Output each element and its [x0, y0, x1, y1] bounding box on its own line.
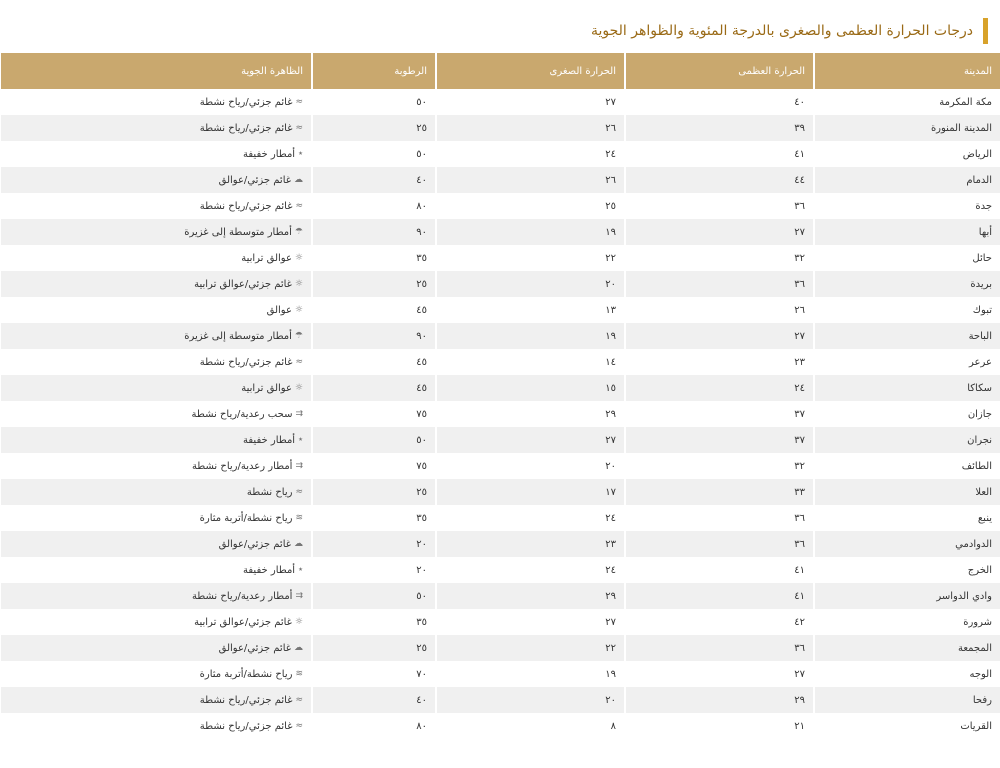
min-temp-cell: ٢٧: [436, 427, 625, 453]
max-temp-cell: ٤٤: [625, 167, 814, 193]
phenomenon-text: غائم جزئي/رياح نشطة: [199, 200, 293, 212]
humidity-cell: ٨٠: [312, 713, 436, 739]
humidity-cell: ٥٠: [312, 89, 436, 115]
table-row: [0, 141, 1000, 167]
max-temp-cell: ٤٠: [625, 89, 814, 115]
phenomenon-text: غائم جزئي/عوالق: [218, 642, 291, 654]
table-row: [0, 505, 1000, 531]
city-cell: سكاكا: [814, 375, 1000, 401]
table-row: [0, 89, 1000, 115]
max-temp-cell: ٣٦: [625, 505, 814, 531]
phenomenon-cell: [0, 297, 312, 323]
table-row: [0, 557, 1000, 583]
table-row: [0, 661, 1000, 687]
city-cell: المدينة المنورة: [814, 115, 1000, 141]
weather-icon: ☼: [294, 305, 303, 316]
city-cell: الدوادمي: [814, 531, 1000, 557]
phenomenon-cell: [0, 89, 312, 115]
city-cell: العلا: [814, 479, 1000, 505]
phenomenon-content: [267, 305, 303, 316]
weather-icon: ≈: [295, 97, 303, 108]
phenomenon-cell: [0, 453, 312, 479]
phenomenon-text: سحب رعدية/رياح نشطة: [191, 408, 293, 420]
humidity-cell: ٧٥: [312, 453, 436, 479]
city-cell: أبها: [814, 219, 1000, 245]
phenomenon-cell: [0, 375, 312, 401]
phenomenon-text: أمطار متوسطة إلى غزيرة: [184, 330, 292, 342]
table-row: [0, 453, 1000, 479]
humidity-cell: ٢٠: [312, 531, 436, 557]
max-temp-cell: ٢٧: [625, 661, 814, 687]
max-temp-cell: ٣٢: [625, 453, 814, 479]
weather-icon: ☂: [294, 227, 303, 238]
phenomenon-content: [243, 435, 303, 446]
max-temp-cell: ٣٧: [625, 401, 814, 427]
min-temp-cell: ٢٩: [436, 583, 625, 609]
city-cell: مكة المكرمة: [814, 89, 1000, 115]
table-row: [0, 531, 1000, 557]
phenomenon-content: [184, 331, 303, 342]
table-row: [0, 687, 1000, 713]
humidity-cell: ٨٠: [312, 193, 436, 219]
min-temp-cell: ١٤: [436, 349, 625, 375]
city-cell: بريدة: [814, 271, 1000, 297]
phenomenon-cell: [0, 115, 312, 141]
min-temp-cell: ١٥: [436, 375, 625, 401]
weather-icon: ≋: [295, 513, 303, 524]
max-temp-cell: ٢١: [625, 713, 814, 739]
phenomenon-content: [200, 357, 303, 368]
city-cell: عرعر: [814, 349, 1000, 375]
min-temp-cell: ٢٣: [436, 531, 625, 557]
phenomenon-content: [219, 539, 303, 550]
phenomenon-content: [243, 149, 303, 160]
phenomenon-content: [200, 669, 303, 680]
phenomenon-cell: [0, 687, 312, 713]
phenomenon-text: أمطار خفيفة: [243, 564, 296, 576]
city-cell: شرورة: [814, 609, 1000, 635]
phenomenon-cell: [0, 141, 312, 167]
min-temp-cell: ٢٠: [436, 453, 625, 479]
phenomenon-cell: [0, 479, 312, 505]
min-temp-cell: ١٩: [436, 219, 625, 245]
phenomenon-text: أمطار رعدية/رياح نشطة: [191, 460, 293, 472]
phenomenon-cell: [0, 401, 312, 427]
table-row: [0, 323, 1000, 349]
humidity-cell: ٧٠: [312, 661, 436, 687]
max-temp-cell: ٣٦: [625, 531, 814, 557]
min-temp-cell: ٢٤: [436, 141, 625, 167]
humidity-cell: ٤٥: [312, 297, 436, 323]
weather-icon: ٭: [298, 149, 303, 160]
phenomenon-content: [200, 123, 303, 134]
phenomenon-cell: [0, 167, 312, 193]
header-humidity: الرطوبة: [312, 53, 436, 89]
phenomenon-content: [194, 279, 303, 290]
phenomenon-cell: [0, 661, 312, 687]
min-temp-cell: ٢٢: [436, 635, 625, 661]
humidity-cell: ٧٥: [312, 401, 436, 427]
max-temp-cell: ٣٣: [625, 479, 814, 505]
max-temp-cell: ٢٦: [625, 297, 814, 323]
weather-icon: ☁: [294, 643, 303, 654]
phenomenon-cell: [0, 323, 312, 349]
max-temp-cell: ٣٦: [625, 635, 814, 661]
humidity-cell: ٩٠: [312, 219, 436, 245]
phenomenon-text: رياح نشطة/أتربة مثارة: [199, 668, 293, 680]
phenomenon-cell: [0, 245, 312, 271]
min-temp-cell: ٢٩: [436, 401, 625, 427]
phenomenon-cell: [0, 505, 312, 531]
max-temp-cell: ٢٤: [625, 375, 814, 401]
phenomenon-text: عوالق ترابية: [241, 382, 292, 394]
phenomenon-content: [200, 721, 303, 732]
phenomenon-content: [200, 695, 303, 706]
phenomenon-content: [194, 617, 303, 628]
phenomenon-content: [184, 227, 303, 238]
weather-icon: ≈: [295, 123, 303, 134]
city-cell: المجمعة: [814, 635, 1000, 661]
table-row: [0, 375, 1000, 401]
page-title-text: درجات الحرارة العظمى والصغرى بالدرجة المئوية والظواهر الجوية: [590, 23, 973, 39]
city-cell: نجران: [814, 427, 1000, 453]
city-cell: الطائف: [814, 453, 1000, 479]
min-temp-cell: ٨: [436, 713, 625, 739]
table-header-row: [0, 53, 1000, 89]
max-temp-cell: ٤١: [625, 583, 814, 609]
phenomenon-cell: [0, 531, 312, 557]
weather-icon: ⇉: [295, 461, 303, 472]
city-cell: القريات: [814, 713, 1000, 739]
max-temp-cell: ٣٩: [625, 115, 814, 141]
city-cell: الباحة: [814, 323, 1000, 349]
humidity-cell: ٥٠: [312, 141, 436, 167]
phenomenon-text: رياح نشطة: [246, 486, 293, 498]
city-cell: وادي الدواسر: [814, 583, 1000, 609]
phenomenon-text: غائم جزئي/عوالق ترابية: [194, 616, 292, 628]
phenomenon-text: أمطار رعدية/رياح نشطة: [191, 590, 293, 602]
weather-icon: ⇉: [295, 409, 303, 420]
min-temp-cell: ٢٠: [436, 687, 625, 713]
phenomenon-cell: [0, 557, 312, 583]
weather-table: [0, 53, 1000, 739]
city-cell: الدمام: [814, 167, 1000, 193]
weather-icon: ≋: [295, 669, 303, 680]
city-cell: ينبع: [814, 505, 1000, 531]
table-row: [0, 271, 1000, 297]
humidity-cell: ٢٥: [312, 271, 436, 297]
phenomenon-text: غائم جزئي/رياح نشطة: [199, 96, 293, 108]
phenomenon-text: غائم جزئي/عوالق: [218, 174, 291, 186]
city-cell: الرياض: [814, 141, 1000, 167]
table-row: [0, 167, 1000, 193]
phenomenon-text: غائم جزئي/رياح نشطة: [199, 356, 293, 368]
phenomenon-cell: [0, 583, 312, 609]
weather-icon: ☁: [294, 175, 303, 186]
phenomenon-text: عوالق: [266, 304, 292, 316]
table-body: [0, 89, 1000, 739]
phenomenon-text: غائم جزئي/عوالق ترابية: [194, 278, 292, 290]
phenomenon-content: [219, 175, 303, 186]
header-city: المدينة: [814, 53, 1000, 89]
min-temp-cell: ٢٦: [436, 115, 625, 141]
phenomenon-cell: [0, 427, 312, 453]
max-temp-cell: ٢٩: [625, 687, 814, 713]
table-row: [0, 245, 1000, 271]
city-cell: رفحا: [814, 687, 1000, 713]
table-row: [0, 115, 1000, 141]
min-temp-cell: ٢٠: [436, 271, 625, 297]
weather-icon: ☂: [294, 331, 303, 342]
city-cell: الخرج: [814, 557, 1000, 583]
phenomenon-content: [200, 97, 303, 108]
phenomenon-cell: [0, 193, 312, 219]
phenomenon-content: [192, 461, 303, 472]
phenomenon-text: عوالق ترابية: [241, 252, 292, 264]
table-row: [0, 583, 1000, 609]
min-temp-cell: ١٩: [436, 323, 625, 349]
humidity-cell: ٤٠: [312, 687, 436, 713]
phenomenon-text: غائم جزئي/رياح نشطة: [199, 720, 293, 732]
humidity-cell: ٣٥: [312, 245, 436, 271]
min-temp-cell: ٢٦: [436, 167, 625, 193]
table-row: [0, 219, 1000, 245]
header-min-temp: الحرارة الصغرى: [436, 53, 625, 89]
phenomenon-content: [219, 643, 303, 654]
phenomenon-content: [192, 409, 304, 420]
phenomenon-text: غائم جزئي/عوالق: [218, 538, 291, 550]
phenomenon-content: [241, 383, 303, 394]
phenomenon-text: أمطار خفيفة: [243, 148, 296, 160]
humidity-cell: ٤٥: [312, 349, 436, 375]
phenomenon-content: [247, 487, 303, 498]
phenomenon-text: رياح نشطة/أتربة مثارة: [199, 512, 293, 524]
phenomenon-cell: [0, 271, 312, 297]
phenomenon-content: [200, 201, 303, 212]
weather-icon: ☼: [294, 383, 303, 394]
weather-icon: ≈: [295, 357, 303, 368]
phenomenon-text: غائم جزئي/رياح نشطة: [199, 122, 293, 134]
phenomenon-cell: [0, 713, 312, 739]
min-temp-cell: ٢٥: [436, 193, 625, 219]
max-temp-cell: ٤١: [625, 141, 814, 167]
humidity-cell: ٤٥: [312, 375, 436, 401]
weather-icon: ≈: [295, 487, 303, 498]
phenomenon-text: غائم جزئي/رياح نشطة: [199, 694, 293, 706]
city-cell: جدة: [814, 193, 1000, 219]
table-row: [0, 713, 1000, 739]
humidity-cell: ٣٥: [312, 609, 436, 635]
humidity-cell: ٢٥: [312, 115, 436, 141]
table-row: [0, 479, 1000, 505]
header-phenomenon: الظاهرة الجوية: [0, 53, 312, 89]
weather-icon: ☼: [294, 617, 303, 628]
humidity-cell: ٥٠: [312, 583, 436, 609]
phenomenon-content: [241, 253, 303, 264]
min-temp-cell: ١٧: [436, 479, 625, 505]
min-temp-cell: ٢٤: [436, 505, 625, 531]
min-temp-cell: ٢٤: [436, 557, 625, 583]
weather-icon: ⇉: [295, 591, 303, 602]
phenomenon-text: أمطار خفيفة: [243, 434, 296, 446]
humidity-cell: ٢٥: [312, 635, 436, 661]
min-temp-cell: ٢٧: [436, 609, 625, 635]
weather-icon: ☼: [294, 279, 303, 290]
phenomenon-text: أمطار متوسطة إلى غزيرة: [184, 226, 292, 238]
table-row: [0, 427, 1000, 453]
max-temp-cell: ٣٦: [625, 271, 814, 297]
table-row: [0, 609, 1000, 635]
table-row: [0, 401, 1000, 427]
weather-icon: ≈: [295, 201, 303, 212]
city-cell: الوجه: [814, 661, 1000, 687]
phenomenon-content: [243, 565, 303, 576]
max-temp-cell: ٢٣: [625, 349, 814, 375]
weather-icon: ≈: [295, 695, 303, 706]
table-row: [0, 193, 1000, 219]
phenomenon-cell: [0, 349, 312, 375]
city-cell: حائل: [814, 245, 1000, 271]
phenomenon-cell: [0, 219, 312, 245]
table-row: [0, 297, 1000, 323]
weather-icon: ☼: [294, 253, 303, 264]
weather-icon: ٭: [298, 435, 303, 446]
page-title: [591, 18, 988, 44]
humidity-cell: ٢٥: [312, 479, 436, 505]
phenomenon-cell: [0, 609, 312, 635]
min-temp-cell: ٢٧: [436, 89, 625, 115]
table-row: [0, 635, 1000, 661]
humidity-cell: ٤٠: [312, 167, 436, 193]
header-max-temp: الحرارة العظمى: [625, 53, 814, 89]
humidity-cell: ٣٥: [312, 505, 436, 531]
max-temp-cell: ٣٦: [625, 193, 814, 219]
phenomenon-cell: [0, 635, 312, 661]
max-temp-cell: ٣٢: [625, 245, 814, 271]
min-temp-cell: ١٩: [436, 661, 625, 687]
table-row: [0, 349, 1000, 375]
min-temp-cell: ١٣: [436, 297, 625, 323]
humidity-cell: ٥٠: [312, 427, 436, 453]
city-cell: جازان: [814, 401, 1000, 427]
weather-table-container: [0, 53, 1000, 739]
max-temp-cell: ٢٧: [625, 323, 814, 349]
max-temp-cell: ٢٧: [625, 219, 814, 245]
max-temp-cell: ٣٧: [625, 427, 814, 453]
min-temp-cell: ٢٢: [436, 245, 625, 271]
max-temp-cell: ٤١: [625, 557, 814, 583]
city-cell: تبوك: [814, 297, 1000, 323]
phenomenon-content: [200, 513, 303, 524]
max-temp-cell: ٤٢: [625, 609, 814, 635]
weather-icon: ≈: [295, 721, 303, 732]
weather-icon: ٭: [298, 565, 303, 576]
weather-icon: ☁: [294, 539, 303, 550]
humidity-cell: ٢٠: [312, 557, 436, 583]
phenomenon-content: [192, 591, 303, 602]
humidity-cell: ٩٠: [312, 323, 436, 349]
